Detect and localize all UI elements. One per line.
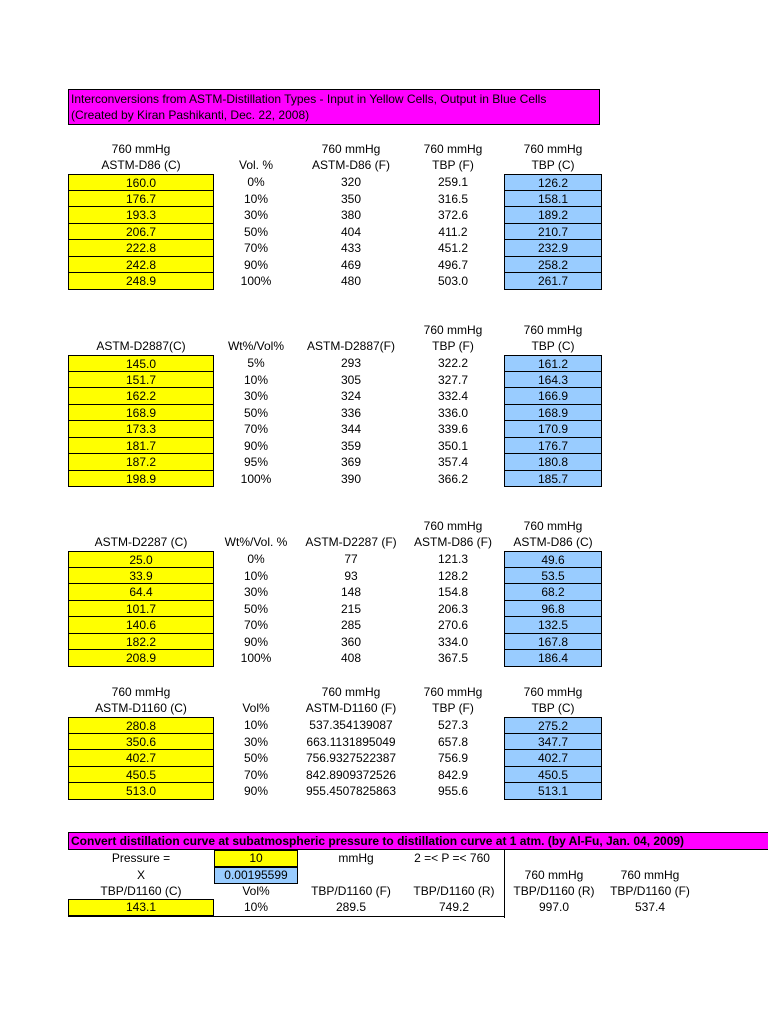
value-cell: 70% — [243, 767, 269, 782]
value-cell: 433 — [340, 241, 362, 255]
sub-vol: 10% — [243, 900, 269, 914]
output-cell: 232.9 — [504, 240, 602, 257]
column-header-line-2: TBP (C) — [531, 701, 575, 715]
column-header — [68, 141, 214, 173]
column-header-line-1: 760 mmHg — [423, 142, 483, 156]
value-cell: 332.4 — [437, 389, 469, 403]
column-header-line-2: ASTM-D86 (F) — [312, 158, 390, 172]
column-header-line-1 — [214, 684, 298, 700]
input-cell[interactable]: 208.9 — [68, 650, 214, 667]
value-cell: 30% — [243, 585, 269, 599]
input-cell[interactable]: 450.5 — [68, 767, 214, 784]
output-cell: 186.4 — [504, 650, 602, 667]
input-cell[interactable]: 181.7 — [68, 438, 214, 455]
value-cell: 496.7 — [437, 257, 469, 272]
input-column — [68, 355, 214, 487]
value-cell: 663.1131895049 — [306, 734, 396, 749]
column-header-line-2: ASTM-D2287 (F) — [305, 535, 397, 549]
value-cell: 350.1 — [437, 438, 469, 453]
column-header-line-2: TBP (F) — [432, 158, 474, 172]
value-cell: 90% — [243, 257, 269, 272]
value-cell: 357.4 — [437, 455, 469, 469]
c4-column — [404, 551, 502, 667]
output-cell: 167.8 — [504, 634, 602, 651]
input-cell[interactable]: 33.9 — [68, 568, 214, 585]
output-cell: 170.9 — [504, 421, 602, 438]
output-cell: 513.1 — [504, 783, 602, 800]
pct-column — [214, 174, 298, 290]
output-cell: 180.8 — [504, 454, 602, 471]
output-cell: 161.2 — [504, 355, 602, 372]
input-cell[interactable]: 162.2 — [68, 388, 214, 405]
column-header-line-2: ASTM-D2287 (C) — [94, 535, 188, 549]
value-cell: 30% — [243, 389, 269, 403]
output-cell: 68.2 — [504, 584, 602, 601]
input-cell[interactable]: 160.0 — [68, 174, 214, 191]
value-cell: 359 — [340, 438, 362, 453]
value-cell: 100% — [240, 471, 272, 486]
output-cell: 53.5 — [504, 568, 602, 585]
value-cell: 50% — [243, 405, 269, 420]
value-cell: 50% — [243, 601, 269, 616]
sub-header-f: TBP/D1160 (F) — [311, 884, 391, 898]
sub-760-f: 537.4 — [634, 900, 666, 914]
value-cell: 451.2 — [437, 241, 469, 255]
column-header-line-1: 760 mmHg — [423, 685, 483, 699]
sub-input-c[interactable]: 143.1 — [68, 899, 214, 916]
value-cell: 90% — [243, 784, 269, 798]
title-banner — [68, 89, 600, 125]
c3-column — [298, 355, 404, 487]
column-header — [298, 518, 404, 550]
value-cell: 408 — [340, 651, 362, 665]
title-line-2: (Created by Kiran Pashikanti, Dec. 22, 2008) — [71, 108, 310, 122]
column-header — [504, 322, 602, 354]
column-header — [68, 322, 214, 354]
column-header-line-2: TBP (C) — [531, 339, 575, 353]
input-cell[interactable]: 101.7 — [68, 601, 214, 618]
value-cell: 360 — [340, 634, 362, 649]
column-header-line-2: ASTM-D86 (F) — [414, 535, 492, 549]
output-cell: 166.9 — [504, 388, 602, 405]
column-header — [404, 684, 502, 716]
pct-column — [214, 551, 298, 667]
column-header-line-1 — [298, 518, 404, 534]
column-header-line-1: 760 mmHg — [423, 519, 483, 533]
value-cell: 324 — [340, 389, 362, 403]
value-cell: 121.3 — [437, 552, 469, 566]
c3-column — [298, 717, 404, 800]
sub-header-760-r: TBP/D1160 (R) — [513, 884, 595, 898]
output-column — [504, 551, 602, 667]
column-header — [504, 141, 602, 173]
value-cell: 206.3 — [437, 601, 469, 616]
column-header-line-1: 760 mmHg — [523, 519, 583, 533]
value-cell: 480 — [340, 274, 362, 288]
pct-column — [214, 717, 298, 800]
pressure-unit: mmHg — [338, 851, 374, 865]
pct-column — [214, 355, 298, 487]
value-cell: 77 — [344, 552, 358, 566]
sub-header-r: TBP/D1160 (R) — [413, 884, 495, 898]
output-cell: 450.5 — [504, 767, 602, 784]
value-cell: 469 — [340, 257, 362, 272]
value-cell: 380 — [340, 208, 362, 222]
value-cell: 0% — [247, 552, 265, 566]
input-cell[interactable]: 25.0 — [68, 551, 214, 568]
input-column — [68, 174, 214, 290]
input-cell[interactable]: 173.3 — [68, 421, 214, 438]
value-cell: 70% — [243, 422, 269, 436]
column-header-line-1 — [68, 518, 214, 534]
value-cell: 339.6 — [437, 422, 469, 436]
value-cell: 390 — [340, 471, 362, 486]
output-cell: 210.7 — [504, 224, 602, 241]
input-column — [68, 551, 214, 667]
value-cell: 10% — [243, 372, 269, 387]
column-header-line-2: ASTM-D86 (C) — [101, 158, 181, 172]
value-cell: 95% — [243, 455, 269, 469]
value-cell: 259.1 — [437, 175, 469, 189]
column-header-line-2: TBP (C) — [531, 158, 575, 172]
value-cell: 527.3 — [437, 718, 469, 732]
output-cell: 347.7 — [504, 734, 602, 751]
value-cell: 336.0 — [437, 405, 469, 420]
x-output: 0.00195599 — [214, 867, 298, 884]
output-column — [504, 717, 602, 800]
output-column — [504, 355, 602, 487]
input-cell[interactable]: 182.2 — [68, 634, 214, 651]
column-header-line-2: ASTM-D2887(C) — [96, 339, 186, 353]
value-cell: 372.6 — [437, 208, 469, 222]
column-header — [214, 141, 298, 173]
output-cell: 132.5 — [504, 617, 602, 634]
title-line-1: Interconversions from ASTM-Distillation Types - Input in Yellow Cells, Output in Blue Cells — [71, 92, 547, 106]
sub-header-760-f: TBP/D1160 (F) — [610, 884, 690, 898]
value-cell: 350 — [340, 191, 362, 206]
output-cell: 185.7 — [504, 471, 602, 488]
column-header — [404, 141, 502, 173]
output-cell: 164.3 — [504, 372, 602, 389]
c4-column — [404, 717, 502, 800]
output-column — [504, 174, 602, 290]
value-cell: 90% — [243, 634, 269, 649]
value-cell: 503.0 — [437, 274, 469, 288]
column-header-line-2: ASTM-D2887(F) — [306, 339, 395, 353]
output-cell: 168.9 — [504, 405, 602, 422]
output-cell: 96.8 — [504, 601, 602, 618]
value-cell: 404 — [340, 224, 362, 239]
pressure-input[interactable]: 10 — [214, 850, 298, 867]
column-header — [298, 322, 404, 354]
column-header-line-2: ASTM-D86 (C) — [513, 535, 593, 549]
column-header-line-2: TBP (F) — [432, 701, 474, 715]
column-header — [404, 322, 502, 354]
input-cell[interactable]: 140.6 — [68, 617, 214, 634]
value-cell: 148 — [340, 585, 362, 599]
value-cell: 10% — [243, 568, 269, 583]
column-header — [298, 141, 404, 173]
value-cell: 756.9 — [437, 751, 469, 765]
value-cell: 842.8909372526 — [305, 767, 397, 782]
output-cell: 402.7 — [504, 750, 602, 767]
value-cell: 756.9327522387 — [305, 751, 397, 765]
value-cell: 100% — [240, 274, 272, 288]
output-cell: 49.6 — [504, 551, 602, 568]
c4-column — [404, 355, 502, 487]
input-cell[interactable]: 402.7 — [68, 750, 214, 767]
value-cell: 411.2 — [438, 224, 468, 239]
value-cell: 537.354139087 — [309, 718, 393, 732]
column-header — [68, 684, 214, 716]
column-header — [404, 518, 502, 550]
value-cell: 285 — [340, 618, 362, 632]
value-cell: 316.5 — [437, 191, 469, 206]
column-header-line-2: Vol. % — [238, 158, 274, 172]
column-header-line-2: ASTM-D1160 (F) — [305, 701, 397, 715]
sub-760-r: 997.0 — [538, 900, 570, 914]
column-header — [68, 518, 214, 550]
col-760-b: 760 mmHg — [620, 868, 680, 882]
column-header — [214, 322, 298, 354]
c3-column — [298, 551, 404, 667]
value-cell: 367.5 — [437, 651, 469, 665]
column-header — [504, 518, 602, 550]
input-cell[interactable]: 168.9 — [68, 405, 214, 422]
value-cell: 327.7 — [437, 372, 469, 387]
value-cell: 10% — [243, 718, 269, 732]
column-header-line-1: 760 mmHg — [321, 685, 381, 699]
value-cell: 320 — [340, 175, 362, 189]
column-header-line-2: ASTM-D1160 (C) — [95, 701, 187, 715]
sub-f: 289.5 — [335, 900, 367, 914]
input-cell[interactable]: 64.4 — [68, 584, 214, 601]
pressure-range: 2 =< P =< 760 — [414, 851, 490, 865]
value-cell: 5% — [247, 356, 265, 370]
column-header — [504, 684, 602, 716]
value-cell: 30% — [243, 208, 269, 222]
column-header-line-1 — [214, 518, 298, 534]
column-header-line-2: TBP (F) — [432, 339, 474, 353]
subatm-banner: Convert distillation curve at subatmospheric pressure to distillation curve at 1 atm. (by Al-Fu, Jan. 04, 2009) — [68, 832, 768, 850]
output-cell: 158.1 — [504, 191, 602, 208]
input-cell[interactable]: 280.8 — [68, 717, 214, 734]
divider-vertical — [504, 850, 505, 918]
input-cell[interactable]: 187.2 — [68, 454, 214, 471]
x-label: X — [136, 868, 145, 882]
value-cell: 270.6 — [437, 618, 469, 632]
sub-header-vol: Vol% — [242, 884, 270, 898]
output-cell: 176.7 — [504, 438, 602, 455]
value-cell: 90% — [243, 438, 269, 453]
column-header-line-1 — [214, 322, 298, 338]
value-cell: 657.8 — [437, 734, 469, 749]
column-header-line-1 — [298, 322, 404, 338]
column-header-line-1 — [214, 141, 298, 157]
column-header-line-1: 760 mmHg — [523, 685, 583, 699]
col-760-a: 760 mmHg — [524, 868, 584, 882]
column-header-line-1: 760 mmHg — [321, 142, 381, 156]
value-cell: 293 — [340, 356, 362, 370]
column-header-line-2: Wt%/Vol% — [227, 339, 284, 353]
output-cell: 261.7 — [504, 273, 602, 290]
value-cell: 334.0 — [437, 634, 469, 649]
column-header-line-1: 760 mmHg — [523, 323, 583, 337]
value-cell: 50% — [243, 751, 269, 765]
value-cell: 215 — [340, 601, 362, 616]
input-cell[interactable]: 151.7 — [68, 372, 214, 389]
value-cell: 366.2 — [437, 471, 469, 486]
value-cell: 10% — [243, 191, 269, 206]
value-cell: 154.8 — [437, 585, 469, 599]
input-cell[interactable]: 222.8 — [68, 240, 214, 257]
value-cell: 322.2 — [437, 356, 469, 370]
column-header-line-1: 760 mmHg — [111, 685, 171, 699]
output-cell: 275.2 — [504, 717, 602, 734]
column-header — [298, 684, 404, 716]
input-column — [68, 717, 214, 800]
value-cell: 955.4507825863 — [305, 784, 397, 798]
value-cell: 0% — [247, 175, 265, 189]
value-cell: 955.6 — [437, 784, 469, 798]
input-cell[interactable]: 198.9 — [68, 471, 214, 488]
divider-horizontal — [68, 916, 505, 917]
value-cell: 336 — [340, 405, 362, 420]
value-cell: 842.9 — [437, 767, 469, 782]
value-cell: 305 — [340, 372, 362, 387]
column-header-line-1: 760 mmHg — [523, 142, 583, 156]
value-cell: 30% — [243, 734, 269, 749]
input-cell[interactable]: 248.9 — [68, 273, 214, 290]
sub-r: 749.2 — [438, 900, 470, 914]
value-cell: 344 — [340, 422, 362, 436]
value-cell: 369 — [340, 455, 362, 469]
value-cell: 70% — [243, 618, 269, 632]
value-cell: 100% — [240, 651, 272, 665]
output-cell: 189.2 — [504, 207, 602, 224]
column-header-line-2: Wt%/Vol. % — [224, 535, 288, 549]
value-cell: 128.2 — [437, 568, 469, 583]
value-cell: 93 — [344, 568, 358, 583]
output-cell: 258.2 — [504, 257, 602, 274]
c4-column — [404, 174, 502, 290]
value-cell: 50% — [243, 224, 269, 239]
column-header — [214, 684, 298, 716]
column-header-line-1: 760 mmHg — [111, 142, 171, 156]
column-header-line-1 — [68, 322, 214, 338]
sub-header-c: TBP/D1160 (C) — [100, 884, 182, 898]
input-cell[interactable]: 193.3 — [68, 207, 214, 224]
input-cell[interactable]: 145.0 — [68, 355, 214, 372]
value-cell: 70% — [243, 241, 269, 255]
input-cell[interactable]: 350.6 — [68, 734, 214, 751]
input-cell[interactable]: 513.0 — [68, 783, 214, 800]
column-header-line-1: 760 mmHg — [423, 323, 483, 337]
column-header — [214, 518, 298, 550]
column-header-line-2: Vol% — [242, 701, 270, 715]
output-cell: 126.2 — [504, 174, 602, 191]
pressure-label: Pressure = — [111, 851, 171, 865]
input-cell[interactable]: 176.7 — [68, 191, 214, 208]
c3-column — [298, 174, 404, 290]
input-cell[interactable]: 242.8 — [68, 257, 214, 274]
input-cell[interactable]: 206.7 — [68, 224, 214, 241]
